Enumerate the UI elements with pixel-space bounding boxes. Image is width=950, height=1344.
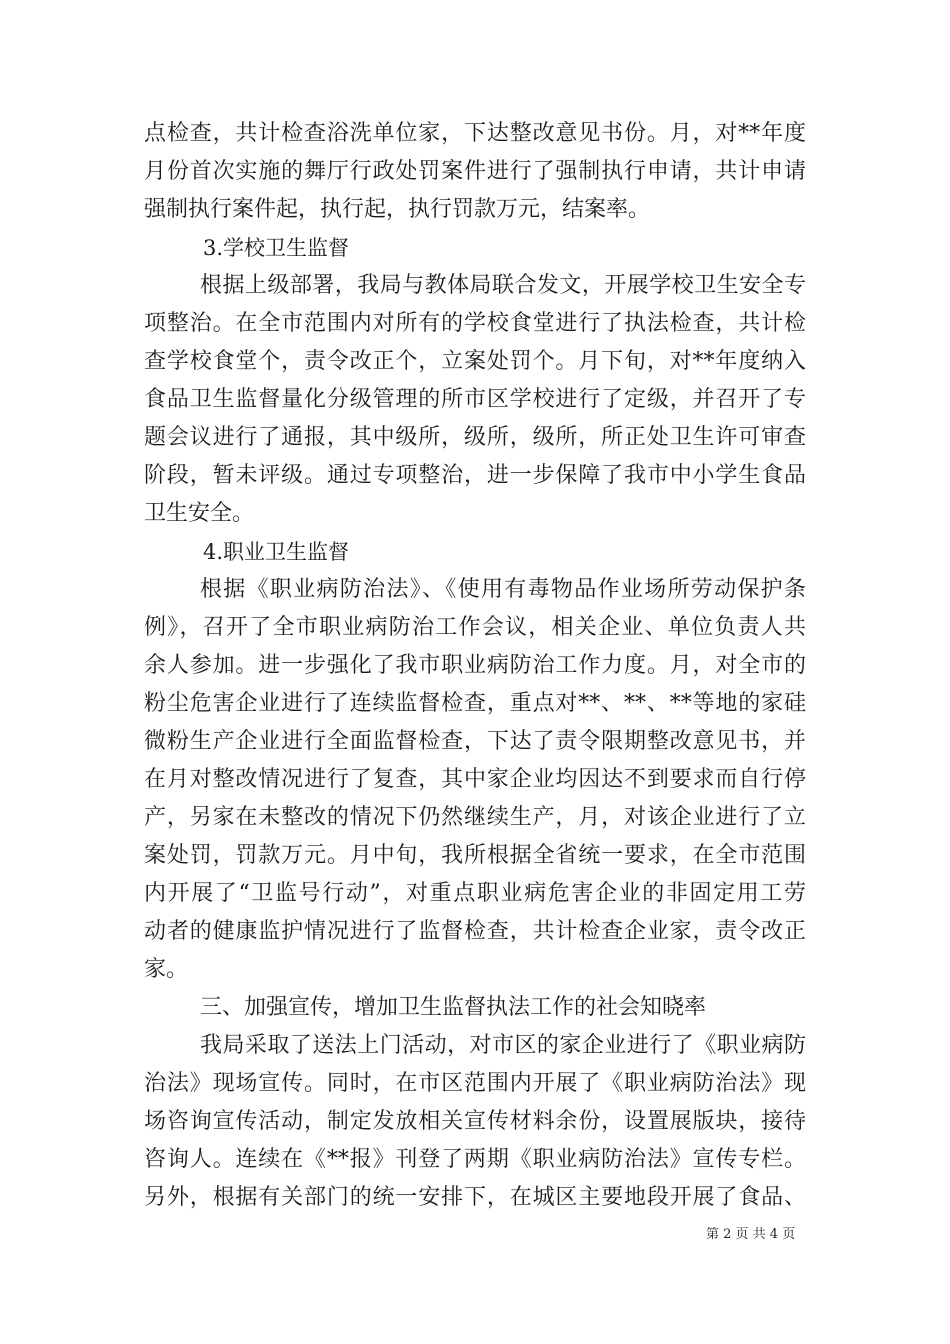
text-line: 内开展了“卫监号行动”，对重点职业病危害企业的非固定用工劳 [144,881,806,906]
text-line: 在月对整改情况进行了复查，其中家企业均因达不到要求而自行停 [144,767,806,792]
text-line: 产，另家在未整改的情况下仍然继续生产，月，对该企业进行了立 [144,805,806,830]
text-line: 阶段，暂未评级。通过专项整治，进一步保障了我市中小学生食品 [144,463,806,488]
text-line: 治法》现场宣传。同时，在市区范围内开展了《职业病防治法》现 [144,1071,806,1096]
text-line: 题会议进行了通报，其中级所，级所，级所，所正处卫生许可审查 [144,425,806,450]
text-line: 场咨询宣传活动，制定发放相关宣传材料余份，设置展版块，接待 [144,1109,806,1134]
text-line: 微粉生产企业进行全面监督检查，下达了责令限期整改意见书，并 [144,729,806,754]
text-line: 查学校食堂个，责令改正个，立案处罚个。月下旬，对**年度纳入 [144,349,806,374]
text-line: 粉尘危害企业进行了连续监督检查，重点对**、**、**等地的家硅 [144,691,806,716]
text-line: 我局采取了送法上门活动，对市区的家企业进行了《职业病防 [200,1033,806,1058]
section-heading-publicity: 三、加强宣传，增加卫生监督执法工作的社会知晓率 [200,995,707,1020]
text-line: 月份首次实施的舞厅行政处罚案件进行了强制执行申请，共计申请 [144,159,806,184]
text-line: 家。 [144,957,189,982]
text-line: 咨询人。连续在《**报》刊登了两期《职业病防治法》宣传专栏。 [144,1147,806,1172]
section-heading-school-hygiene: 3.学校卫生监督 [203,236,350,260]
text-line: 例》，召开了全市职业病防治工作会议，相关企业、单位负责人共 [144,615,806,640]
text-line: 动者的健康监护情况进行了监督检查，共计检查企业家，责令改正 [144,919,806,944]
section-heading-occupational-hygiene: 4.职业卫生监督 [203,540,350,564]
text-line: 卫生安全。 [144,501,255,526]
text-line: 案处罚，罚款万元。月中旬，我所根据全省统一要求，在全市范围 [144,843,806,868]
text-line: 根据上级部署，我局与教体局联合发文，开展学校卫生安全专 [200,273,806,298]
text-line: 项整治。在全市范围内对所有的学校食堂进行了执法检查，共计检 [144,311,806,336]
page-number: 第 2 页 共 4 页 [706,1227,796,1242]
text-line: 强制执行案件起，执行起，执行罚款万元，结案率。 [144,197,651,222]
text-line: 根据《职业病防治法》、《使用有毒物品作业场所劳动保护条 [200,577,806,602]
text-line: 点检查，共计检查浴洗单位家，下达整改意见书份。月，对**年度 [144,121,806,146]
text-line: 食品卫生监督量化分级管理的所市区学校进行了定级，并召开了专 [144,387,806,412]
text-line: 余人参加。进一步强化了我市职业病防治工作力度。月，对全市的 [144,653,806,678]
text-line: 另外，根据有关部门的统一安排下，在城区主要地段开展了食品、 [144,1185,806,1210]
